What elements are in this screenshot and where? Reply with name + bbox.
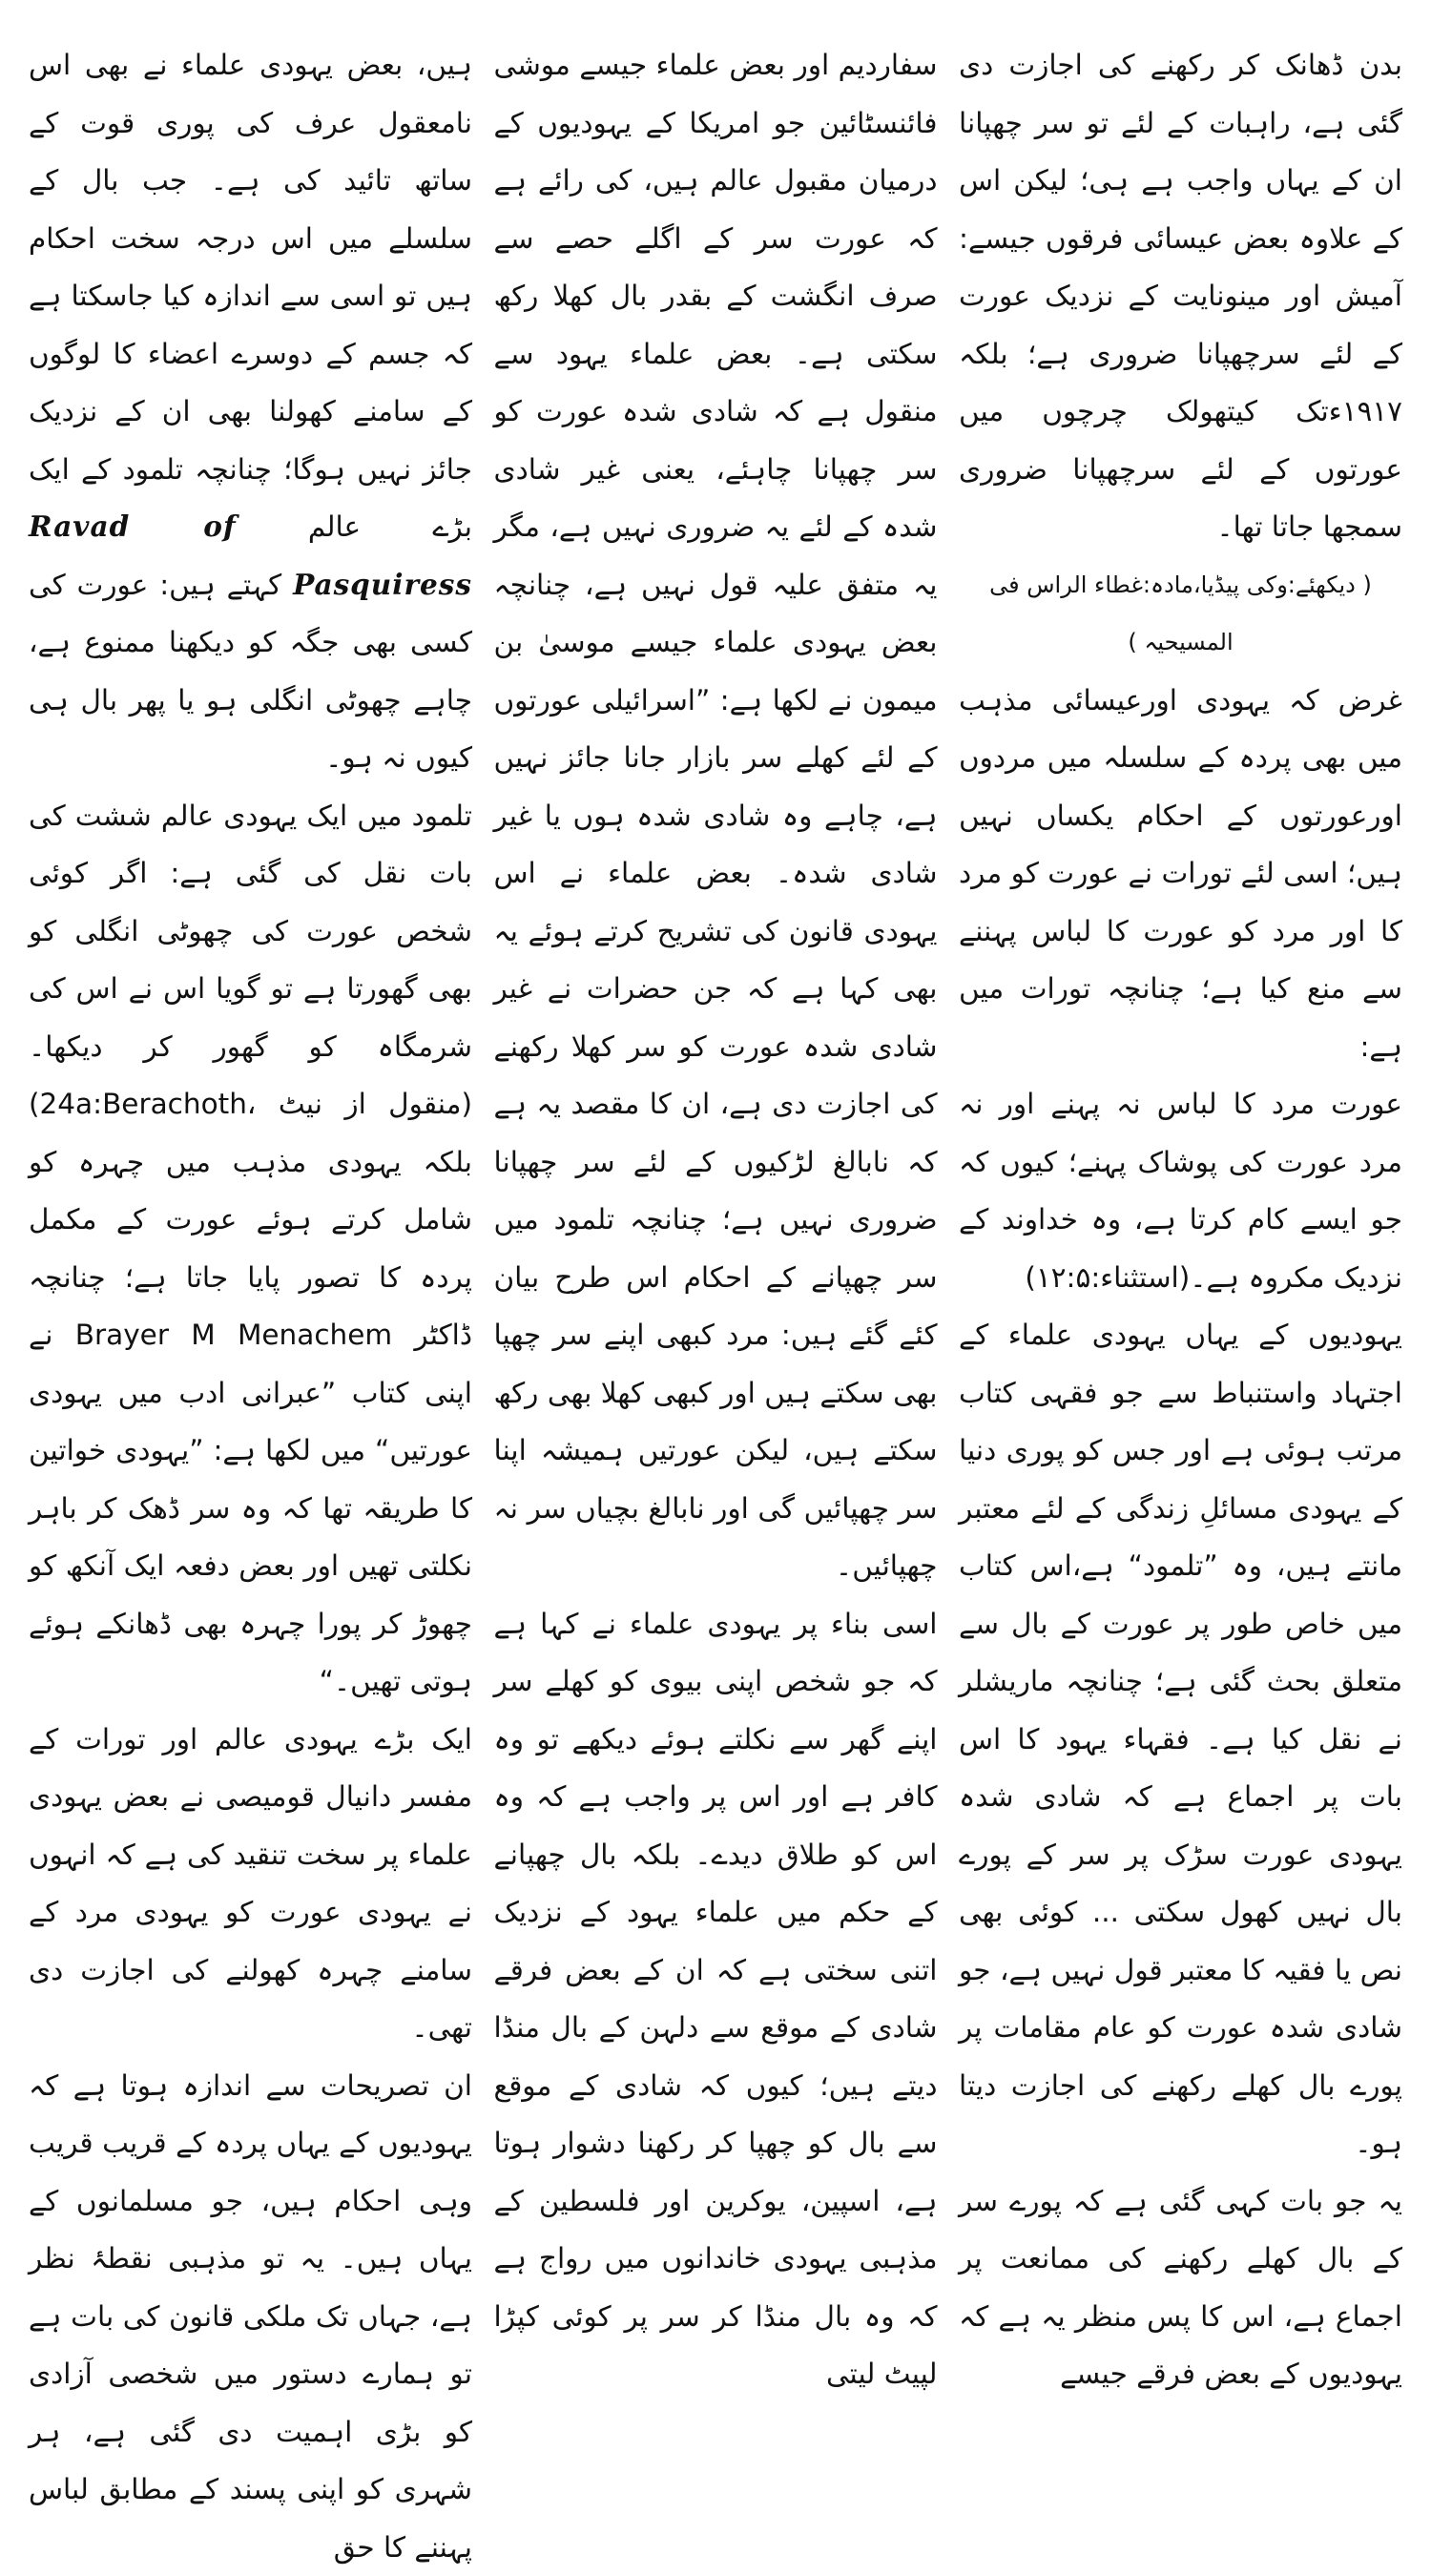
paragraph: ان تصریحات سے اندازہ ہوتا ہے کہ یہودیوں کے یہاں پردہ کے قریب قریب وہی احکام ہیں، جو مسلمانوں کے یہاں ہیں۔ یہ تو مذہبی نقطۂ نظر ہے، جہاں تک ملکی قانون کی بات ہے تو ہمارے دستور میں شخصی آزادی کو بڑی اہمیت دی گئی ہے، ہر شہری کو اپنی پسند کے مطابق لباس پہننے کا حق: [29, 2057, 472, 2576]
paragraph: بدن ڈھانک کر رکھنے کی اجازت دی گئی ہے، راہبات کے لئے تو سر چھپانا ان کے یہاں واجب ہے ہی؛ لیکن اس کے علاوہ بعض عیسائی فرقوں جیسے: آمیش اور مینونایت کے نزدیک عورت کے لئے سرچھپانا ضروری ہے؛ بلکہ ۱۹۱۷ءتک کیتھولک چرچوں میں عورتوں کے لئے سرچھپانا ضروری سمجھا جاتا تھا۔: [959, 36, 1402, 556]
text-run: نے اپنی کتاب ”عبرانی ادب میں یہودی عورتیں“ میں لکھا ہے: ”یہودی خواتین کا طریقہ تھا کہ وہ سر ڈھک کر باہر نکلتی تھیں اور بعض دفعہ ایک آنکھ کو چھوڑ کر پورا چہرہ بھی ڈھانکے ہوئے ہوتی تھیں۔“: [29, 1319, 472, 1697]
text-column-left: [29, 36, 472, 2070]
text-column-middle: [494, 36, 938, 2070]
paragraph: ایک بڑے یہودی عالم اور تورات کے مفسر دانیال قومیصی نے بعض یہودی علماء پر سخت تنقید کی ہے کہ انہوں نے یہودی عورت کو یہودی مرد کے سامنے چہرہ کھولنے کی اجازت دی تھی۔: [29, 1711, 472, 2057]
paragraph: یہودیوں کے یہاں یہودی علماء کے اجتہاد واستنباط سے جو فقہی کتاب مرتب ہوئی ہے اور جس کو پوری دنیا کے یہودی مسائلِ زندگی کے لئے معتبر مانتے ہیں، وہ ”تلمود“ ہے،اس کتاب میں خاص طور پر عورت کے بال سے متعلق بحث گئی ہے؛ چنانچہ ماریشلر نے نقل کیا ہے۔ فقہاء یہود کا اس بات پر اجماع ہے کہ شادی شدہ یہودی عورت سڑک پر سر کے پورے بال نہیں کھول سکتی ... کوئی بھی نص یا فقیہ کا معتبر قول نہیں ہے، جو شادی شدہ عورت کو عام مقامات پر پورے بال کھلے رکھنے کی اجازت دیتا ہو۔: [959, 1306, 1402, 2172]
paragraph: [29, 36, 472, 787]
citation: ( دیکھئے:وکی پیڈیا،مادہ:غطاء الراس فی المسیحیہ ): [959, 556, 1402, 672]
quoted-verse: عورت مرد کا لباس نہ پہنے اور نہ مرد عورت کی پوشاک پہنے؛ کیوں کہ جو ایسے کام کرتا ہے، وہ خداوند کے نزدیک مکروہ ہے۔(استثناء:۱۲:۵): [959, 1075, 1402, 1306]
paragraph: غرض کہ یہودی اورعیسائی مذہب میں بھی پردہ کے سلسلہ میں مردوں اورعورتوں کے احکام یکساں نہیں ہیں؛ اسی لئے تورات نے عورت کو مرد کا اور مرد کو عورت کا لباس پہننے سے منع کیا ہے؛ چنانچہ تورات میں ہے:: [959, 672, 1402, 1076]
text-run: کہتے ہیں: عورت کی کسی بھی جگہ کو دیکھنا ممنوع ہے، چاہے چھوٹی انگلی ہو یا پھر بال ہی کیوں نہ ہو۔: [29, 569, 472, 775]
paragraph: سفاردیم اور بعض علماء جیسے موشی فائنسٹائین جو امریکا کے یہودیوں کے درمیان مقبول عالم ہیں، کی رائے ہے کہ عورت سر کے اگلے حصے سے صرف انگشت کے بقدر بال کھلا رکھ سکتی ہے۔ بعض علماء یہود سے منقول ہے کہ شادی شدہ عورت کو سر چھپانا چاہئے، یعنی غیر شادی شدہ کے لئے یہ ضروری نہیں ہے، مگر یہ متفق علیہ قول نہیں ہے، چنانچہ بعض یہودی علماء جیسے موسیٰ بن میمون نے لکھا ہے: ”اسرائیلی عورتوں کے لئے کھلے سر بازار جانا جائز نہیں ہے، چاہے وہ شادی شدہ ہوں یا غیر شادی شدہ۔ بعض علماء نے اس یہودی قانون کی تشریح کرتے ہوئے یہ بھی کہا ہے کہ جن حضرات نے غیر شادی شدہ عورت کو سر کھلا رکھنے کی اجازت دی ہے، ان کا مقصد یہ ہے کہ نابالغ لڑکیوں کے لئے سر چھپانا ضروری نہیں ہے؛ چنانچہ تلمود میں سر چھپانے کے احکام اس طرح بیان کئے گئے ہیں: مرد کبھی اپنے سر چھپا بھی سکتے ہیں اور کبھی کھلا بھی رکھ سکتے ہیں، لیکن عورتیں ہمیشہ اپنا سر چھپائیں گی اور نابالغ بچیاں سر نہ چھپائیں۔: [494, 36, 938, 1595]
text-run: ہیں، بعض یہودی علماء نے بھی اس نامعقول عرف کی پوری قوت کے ساتھ تائید کی ہے۔ جب بال کے سلسلے میں اس درجہ سخت احکام ہیں تو اسی سے اندازہ کیا جاسکتا ہے کہ جسم کے دوسرے اعضاء کا لوگوں کے سامنے کھولنا بھی ان کے نزدیک جائز نہیں ہوگا؛ چنانچہ تلمود کے ایک بڑے عالم: [29, 49, 472, 543]
paragraph: یہ جو بات کہی گئی ہے کہ پورے سر کے بال کھلے رکھنے کی ممانعت پر اجماع ہے، اس کا پس منظر یہ ہے کہ یہودیوں کے بعض فرقے جیسے: [959, 2172, 1402, 2403]
paragraph: [29, 787, 472, 1711]
latin-name: Brayer M Menachem: [75, 1319, 392, 1351]
reference: (24a:Berachoth، منقول از نیٹ): [29, 1088, 472, 1120]
text-run: تلمود میں ایک یہودی عالم ششت کی بات نقل کی گئی ہے: اگر کوئی شخص عورت کی چھوٹی انگلی کو بھی گھورتا ہے تو گویا اس نے اس کی شرمگاہ کو گھور کر دیکھا۔: [29, 800, 472, 1063]
text-run: بلکہ یہودی مذہب میں چہرہ کو شامل کرتے ہوئے عورت کے مکمل پردہ کا تصور پایا جاتا ہے؛ چنانچہ ڈاکٹر: [29, 1146, 472, 1352]
paragraph: اسی بناء پر یہودی علماء نے کہا ہے کہ جو شخص اپنی بیوی کو کھلے سر اپنے گھر سے نکلتے ہوئے دیکھے تو وہ کافر ہے اور اس پر واجب ہے کہ وہ اس کو طلاق دیدے۔ بلکہ بال چھپانے کے حکم میں علماء یہود کے نزدیک اتنی سختی ہے کہ ان کے بعض فرقے شادی کے موقع سے دلہن کے بال منڈا دیتے ہیں؛ کیوں کہ شادی کے موقع سے بال کو چھپا کر رکھنا دشوار ہوتا ہے، اسپین، یوکرین اور فلسطین کے مذہبی یہودی خاندانوں میں رواج ہے کہ وہ بال منڈا کر سر پر کوئی کپڑا لپیٹ لیتی: [494, 1595, 938, 2403]
latin-name: Ravad of Pasquiress: [29, 509, 472, 601]
text-column-right: [959, 36, 1402, 2070]
